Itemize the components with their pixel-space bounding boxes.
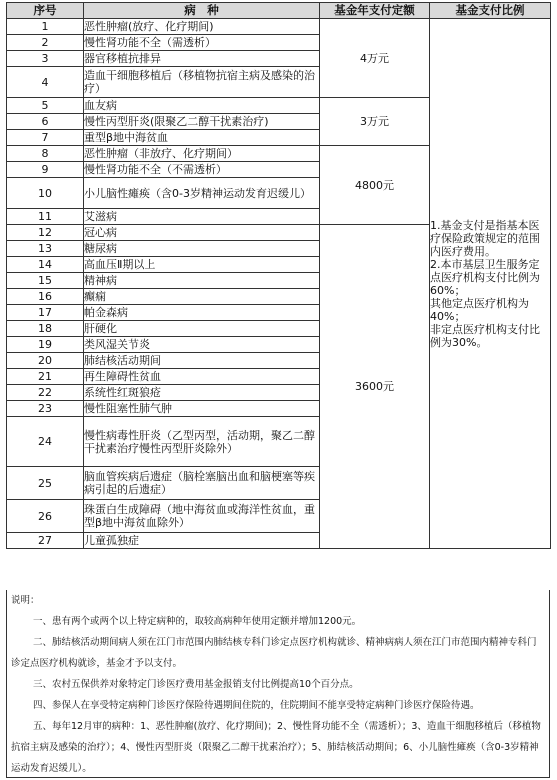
header-no: 序号 <box>7 3 84 19</box>
row-no: 5 <box>7 98 84 114</box>
row-disease: 艾滋病 <box>84 209 320 225</box>
row-disease: 慢性肾功能不全（需透析） <box>84 35 320 51</box>
row-no: 23 <box>7 401 84 417</box>
row-no: 4 <box>7 67 84 98</box>
ratio-note: 1.基金支付是指基本医疗保险政策规定的范围内医疗费用。 <box>430 218 540 258</box>
header-ratio: 基金支付比例 <box>430 3 551 19</box>
notes-section <box>6 590 550 778</box>
row-no: 2 <box>7 35 84 51</box>
row-disease: 慢性病毒性肝炎（乙型丙型，活动期，聚乙二醇干扰素治疗慢性丙型肝炎除外） <box>84 417 320 467</box>
amount-cell: 4万元 <box>320 19 430 98</box>
row-no: 27 <box>7 533 84 549</box>
row-no: 20 <box>7 353 84 369</box>
row-no: 21 <box>7 369 84 385</box>
row-no: 13 <box>7 241 84 257</box>
row-no: 3 <box>7 51 84 67</box>
row-disease: 糖尿病 <box>84 241 320 257</box>
note-item: 一、患有两个或两个以上特定病种的，取较高病种年使用定额并增加1200元。 <box>33 616 362 627</box>
row-disease: 冠心病 <box>84 225 320 241</box>
row-disease: 慢性肾功能不全（不需透析） <box>84 162 320 178</box>
note-item: 五、每年12月审的病种：1、恶性肿瘤(放疗、化疗期间)；2、慢性肾功能不全（需透析）；3、造血干细胞移植后（移植物抗宿主病及感染的治疗）；4、慢性丙型肝炎（限聚乙二醇干扰素治疗）；5、肺结核活动期间；6、小儿脑性瘫痪（含0-3岁精神运动发育迟缓儿）。 <box>11 721 541 774</box>
note-item: 二、肺结核活动期间病人须在江门市范围内肺结核专科门诊定点医疗机构就诊、精神病病人须在江门市范围内精神专科门诊定点医疗机构就诊，基金才予以支付。 <box>11 637 537 669</box>
row-disease: 慢性阻塞性肺气肿 <box>84 401 320 417</box>
row-disease: 系统性红斑狼疮 <box>84 385 320 401</box>
note-item: 四、参保人在享受特定病种门诊医疗保险待遇期间住院的，住院期间不能享受特定病种门诊医疗保险待遇。 <box>33 700 480 711</box>
row-no: 22 <box>7 385 84 401</box>
row-disease: 慢性丙型肝炎(限聚乙二醇干扰素治疗) <box>84 114 320 130</box>
row-disease: 恶性肿瘤(放疗、化疗期间) <box>84 19 320 35</box>
row-no: 26 <box>7 500 84 533</box>
row-disease: 癫痫 <box>84 289 320 305</box>
row-disease: 精神病 <box>84 273 320 289</box>
amount-cell: 3万元 <box>320 98 430 146</box>
row-no: 8 <box>7 146 84 162</box>
row-no: 19 <box>7 337 84 353</box>
row-disease: 重型β地中海贫血 <box>84 130 320 146</box>
header-amount: 基金年支付定额 <box>320 3 430 19</box>
row-no: 6 <box>7 114 84 130</box>
row-disease: 儿童孤独症 <box>84 533 320 549</box>
row-no: 25 <box>7 467 84 500</box>
row-disease: 血友病 <box>84 98 320 114</box>
row-disease: 高血压Ⅱ期以上 <box>84 257 320 273</box>
ratio-note: 2.本市基层卫生服务定点医疗机构支付比例为60%； <box>430 257 540 297</box>
note-item: 三、农村五保供养对象特定门诊医疗费用基金报销支付比例提高10个百分点。 <box>33 679 359 690</box>
ratio-note: 非定点医疗机构支付比例为30%。 <box>430 322 540 349</box>
row-no: 14 <box>7 257 84 273</box>
ratio-note: 其他定点医疗机构为40%； <box>430 296 529 323</box>
amount-cell: 3600元 <box>320 225 430 549</box>
row-disease: 小儿脑性瘫痪（含0-3岁精神运动发育迟缓儿） <box>84 178 320 209</box>
row-no: 17 <box>7 305 84 321</box>
row-disease: 类风湿关节炎 <box>84 337 320 353</box>
row-no: 18 <box>7 321 84 337</box>
row-no: 11 <box>7 209 84 225</box>
row-disease: 造血干细胞移植后（移植物抗宿主病及感染的治疗） <box>84 67 320 98</box>
table-row <box>7 19 551 35</box>
row-no: 10 <box>7 178 84 209</box>
row-no: 24 <box>7 417 84 467</box>
row-disease: 肝硬化 <box>84 321 320 337</box>
header-disease: 病 种 <box>84 3 320 19</box>
table-header-row <box>7 3 551 19</box>
row-no: 9 <box>7 162 84 178</box>
row-disease: 恶性肿瘤（非放疗、化疗期间） <box>84 146 320 162</box>
ratio-cell <box>430 19 551 549</box>
amount-cell: 4800元 <box>320 146 430 225</box>
row-no: 7 <box>7 130 84 146</box>
row-disease: 珠蛋白生成障碍（地中海贫血或海洋性贫血，重型β地中海贫血除外） <box>84 500 320 533</box>
row-disease: 再生障碍性贫血 <box>84 369 320 385</box>
disease-table <box>6 2 551 549</box>
row-disease: 器官移植抗排异 <box>84 51 320 67</box>
row-disease: 脑血管疾病后遗症（脑栓塞脑出血和脑梗塞等疾病引起的后遗症） <box>84 467 320 500</box>
row-disease: 帕金森病 <box>84 305 320 321</box>
row-no: 12 <box>7 225 84 241</box>
row-no: 1 <box>7 19 84 35</box>
notes-title: 说明： <box>11 595 40 606</box>
row-disease: 肺结核活动期间 <box>84 353 320 369</box>
row-no: 15 <box>7 273 84 289</box>
row-no: 16 <box>7 289 84 305</box>
